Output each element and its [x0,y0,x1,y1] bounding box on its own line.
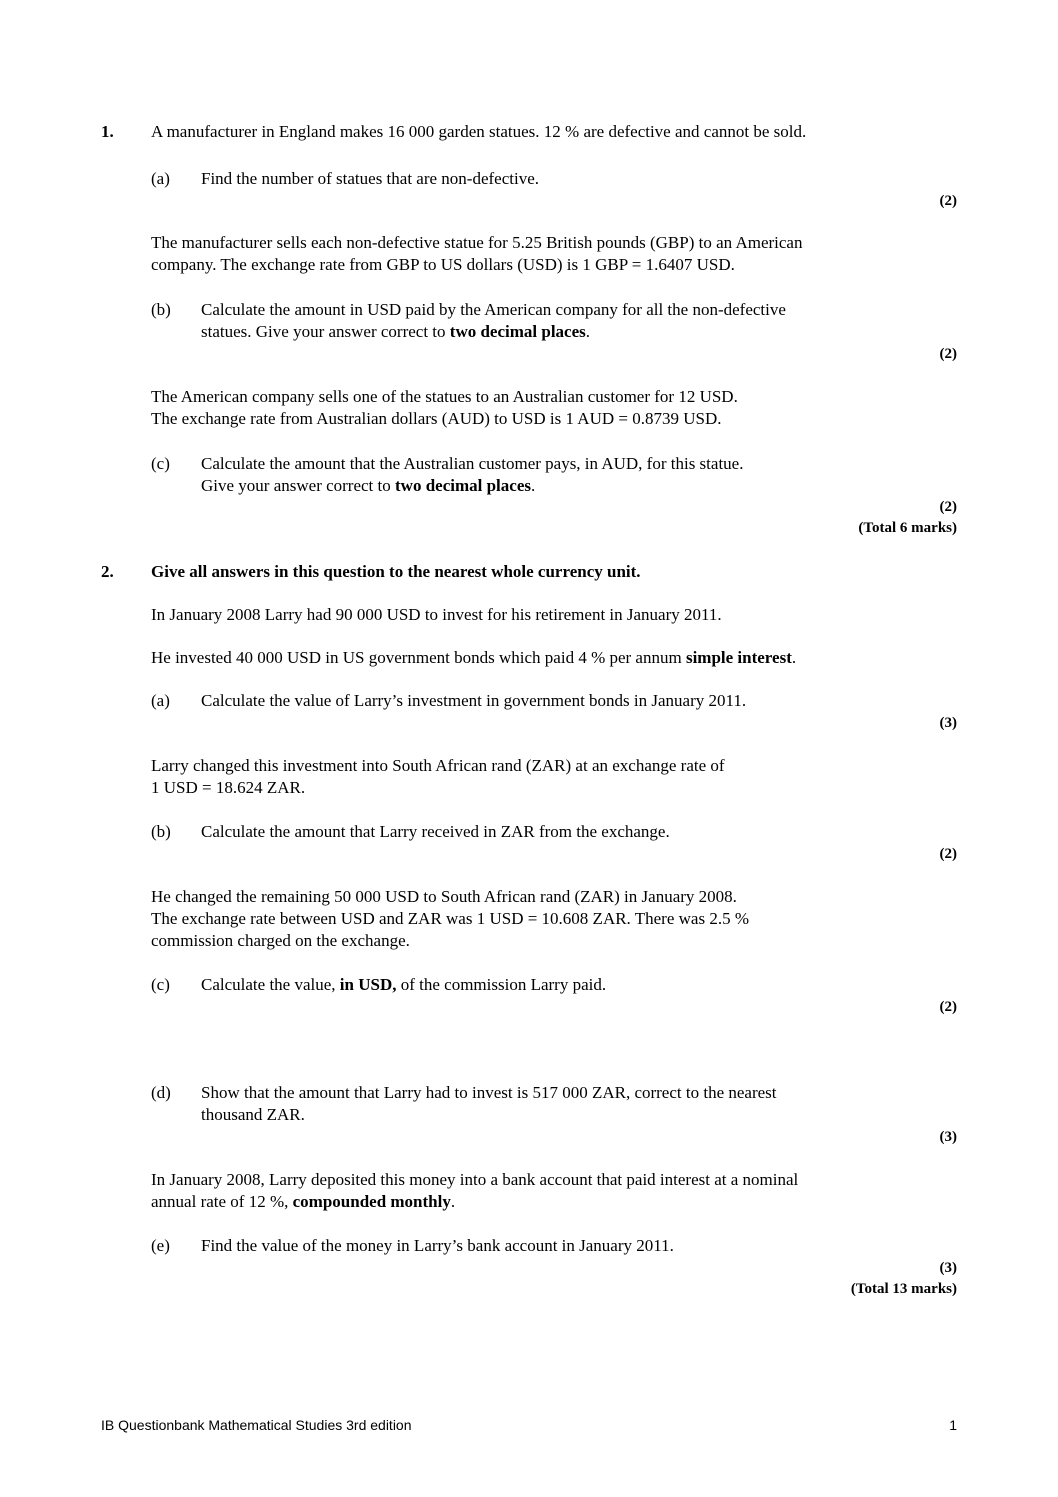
q1-part-b-emphasis: two decimal places [449,322,586,341]
q1-part-c-line-2 [201,475,535,497]
q2-part-d-label: (d) [151,1083,171,1102]
q2-paragraph-2-emphasis: simple interest [685,648,792,667]
q1-part-c-marks: (2) [939,499,957,515]
q1-part-a-marks: (2) [939,193,957,209]
question-1-intro: A manufacturer in England makes 16 000 garden statues. 12 % are defective and cannot be sold. [151,122,807,141]
q1-part-a-label: (a) [151,169,170,188]
question-2-instruction: Give all answers in this question to the nearest whole currency unit. [151,562,641,581]
q2-paragraph-2-post: . [791,648,797,667]
q1-part-b-marks: (2) [939,346,957,362]
q2-part-a-label: (a) [151,691,170,710]
q1-part-c-line-2-post: . [531,476,536,495]
q2-context-b-line-2: 1 USD = 18.624 ZAR. [151,778,306,797]
q2-part-d-marks: (3) [939,1129,957,1145]
q2-context-e-line-2-post: . [450,1192,456,1211]
q2-part-b-marks: (2) [939,846,957,862]
q2-part-b-label: (b) [151,822,171,841]
q1-part-b-label: (b) [151,300,171,319]
footer-title: IB Questionbank Mathematical Studies 3rd edition [101,1417,412,1433]
q2-total-marks: (Total 13 marks) [850,1281,957,1297]
q2-paragraph-2-pre: He invested 40 000 USD in US government bonds which paid 4 % per annum [151,648,686,667]
q2-part-d-line-1: Show that the amount that Larry had to invest is 517 000 ZAR, correct to the nearest [201,1083,777,1102]
q1-part-a-text: Find the number of statues that are non-defective. [201,169,539,188]
q1-part-b-line-1: Calculate the amount in USD paid by the American company for all the non-defective [201,300,786,319]
q2-context-e-line-2-pre: annual rate of 12 %, [151,1192,293,1211]
q2-part-c-text-pre: Calculate the value, [201,975,340,994]
q1-context-c-line-1: The American company sells one of the statues to an Australian customer for 12 USD. [151,387,738,406]
q2-part-b-text: Calculate the amount that Larry received in ZAR from the exchange. [201,822,670,841]
q2-context-c-line-3: commission charged on the exchange. [151,931,410,950]
q1-context-c-line-2: The exchange rate from Australian dollars (AUD) to USD is 1 AUD = 0.8739 USD. [151,409,722,428]
q2-context-c-line-1: He changed the remaining 50 000 USD to South African rand (ZAR) in January 2008. [151,887,737,906]
page-number: 1 [949,1417,957,1433]
q2-paragraph-2 [151,647,796,669]
q2-part-e-marks: (3) [939,1260,957,1276]
q1-part-b-line-2 [201,321,590,343]
question-1-number: 1. [101,122,114,141]
q2-part-e-label: (e) [151,1236,170,1255]
q2-part-a-text: Calculate the value of Larry’s investment in government bonds in January 2011. [201,691,747,710]
q1-total-marks: (Total 6 marks) [858,520,957,536]
q2-part-c-text [201,974,606,996]
q1-part-b-line-2-pre: statues. Give your answer correct to [201,322,450,341]
question-2-number: 2. [101,562,114,581]
q2-part-d-line-2: thousand ZAR. [201,1105,305,1124]
q2-part-e-text: Find the value of the money in Larry’s bank account in January 2011. [201,1236,674,1255]
q1-part-c-label: (c) [151,454,170,473]
q2-context-e-emphasis: compounded monthly [292,1192,451,1211]
q1-part-c-line-2-pre: Give your answer correct to [201,476,396,495]
q2-part-c-emphasis: in USD, [339,975,397,994]
q1-part-c-emphasis: two decimal places [395,476,531,495]
q2-context-b-line-1: Larry changed this investment into South African rand (ZAR) at an exchange rate of [151,756,725,775]
q2-part-a-marks: (3) [939,715,957,731]
q2-part-c-label: (c) [151,975,170,994]
q1-part-b-line-2-post: . [585,322,591,341]
q1-context-b-line-1: The manufacturer sells each non-defective statue for 5.25 British pounds (GBP) to an American [151,233,803,252]
q2-part-c-text-post: of the commission Larry paid. [396,975,607,994]
q2-context-e-line-1: In January 2008, Larry deposited this money into a bank account that paid interest at a nominal [151,1170,799,1189]
q1-context-b-line-2: company. The exchange rate from GBP to US dollars (USD) is 1 GBP = 1.6407 USD. [151,255,735,274]
q2-paragraph-1: In January 2008 Larry had 90 000 USD to invest for his retirement in January 2011. [151,605,722,624]
q2-context-e-line-2 [151,1191,455,1213]
q1-part-c-line-1: Calculate the amount that the Australian customer pays, in AUD, for this statue. [201,454,744,473]
q2-context-c-line-2: The exchange rate between USD and ZAR was 1 USD = 10.608 ZAR. There was 2.5 % [151,909,749,928]
q2-part-c-marks: (2) [939,999,957,1015]
